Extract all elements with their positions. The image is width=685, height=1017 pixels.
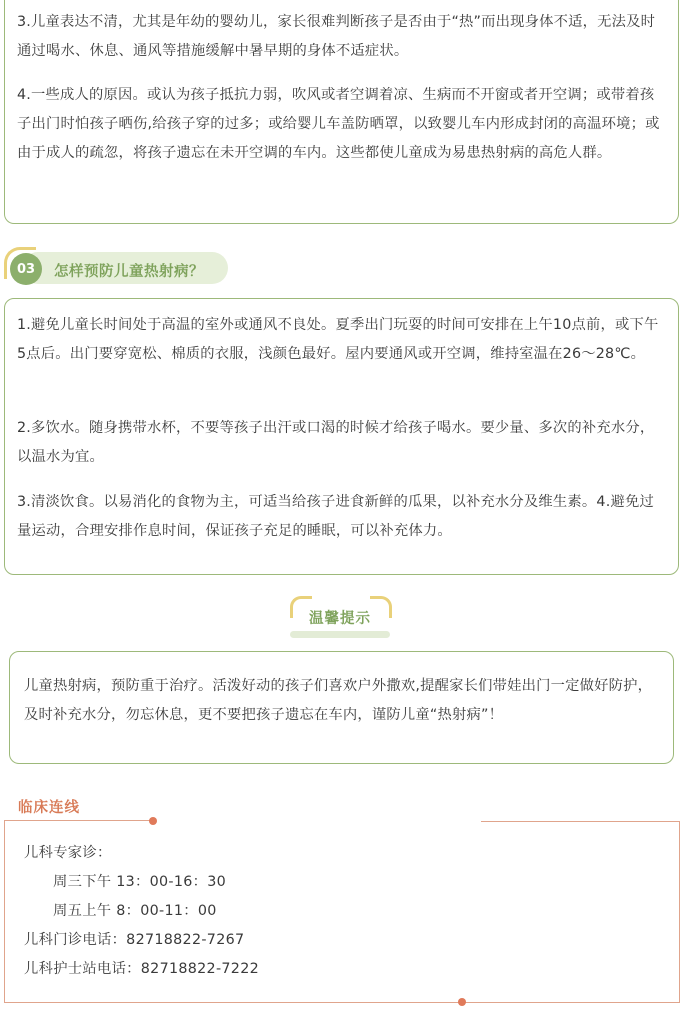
intro-paragraph-4: 4.一些成人的原因。或认为孩子抵抗力弱，吹风或者空调着凉、生病而不开窗或者开空调；或带着孩子出门时怕孩子晒伤,给孩子穿的过多；或给婴儿车盖防晒罩，以致婴儿车内形成封闭的高温环境；或由于成人的疏忽，将孩子遗忘在未开空调的车内。这些都使儿童成为易患热射病的高危人群。 — [17, 87, 660, 161]
tip-underline-bar — [290, 631, 390, 638]
decorative-dot-icon — [458, 998, 466, 1006]
clinic-border-left — [4, 820, 5, 1003]
clinic-title: 临床连线 — [18, 800, 80, 816]
section-number-badge: 03 — [10, 253, 42, 285]
prevention-item-3: 3.清淡饮食。以易消化的食物为主，可适当给孩子进食新鲜的瓜果，以补充水分及维生素。4.避免过量运动，合理安排作息时间，保证孩子充足的睡眠，可以补充体力。 — [17, 494, 654, 539]
clinic-border-bottom — [4, 1002, 680, 1003]
prevention-item-2: 2.多饮水。随身携带水杯，不要等孩子出汗或口渴的时候才给孩子喝水。要少量、多次的补充水分，以温水为宜。 — [17, 420, 655, 465]
intro-paragraph-3: 3.儿童表达不清，尤其是年幼的婴幼儿，家长很难判断孩子是否由于“热”而出现身体不适，无法及时通过喝水、休息、通风等措施缓解中暑早期的身体不适症状。 — [17, 14, 656, 59]
clinic-border-top-left — [4, 820, 152, 821]
section-title: 怎样预防儿童热射病？ — [54, 264, 204, 280]
section-03-header — [4, 247, 244, 287]
clinic-border-right — [679, 821, 680, 1003]
clinic-schedule-fri: 周五上午 8：00-11：00 — [53, 903, 217, 919]
clinic-schedule-wed: 周三下午 13：00-16：30 — [53, 874, 227, 890]
clinic-expert-label: 儿科专家诊： — [24, 845, 112, 861]
prevention-item-1: 1.避免儿童长时间处于高温的室外或通风不良处。夏季出门玩耍的时间可安排在上午10点前，或下午5点后。出门要穿宽松、棉质的衣服，浅颜色最好。屋内要通风或开空调，维持室温在26～28℃。 — [17, 317, 659, 362]
clinic-nurse-phone: 儿科护士站电话：82718822-7222 — [24, 961, 259, 977]
tip-header — [290, 594, 394, 644]
tip-title: 温馨提示 — [309, 611, 371, 627]
clinic-border-top-right — [481, 821, 679, 822]
clinic-outpatient-phone: 儿科门诊电话：82718822-7267 — [24, 932, 245, 948]
decorative-dot-icon — [149, 817, 157, 825]
tip-text: 儿童热射病，预防重于治疗。活泼好动的孩子们喜欢户外撒欢,提醒家长们带娃出门一定做好防护，及时补充水分，勿忘休息，更不要把孩子遗忘在车内，谨防儿童“热射病”！ — [24, 678, 653, 723]
